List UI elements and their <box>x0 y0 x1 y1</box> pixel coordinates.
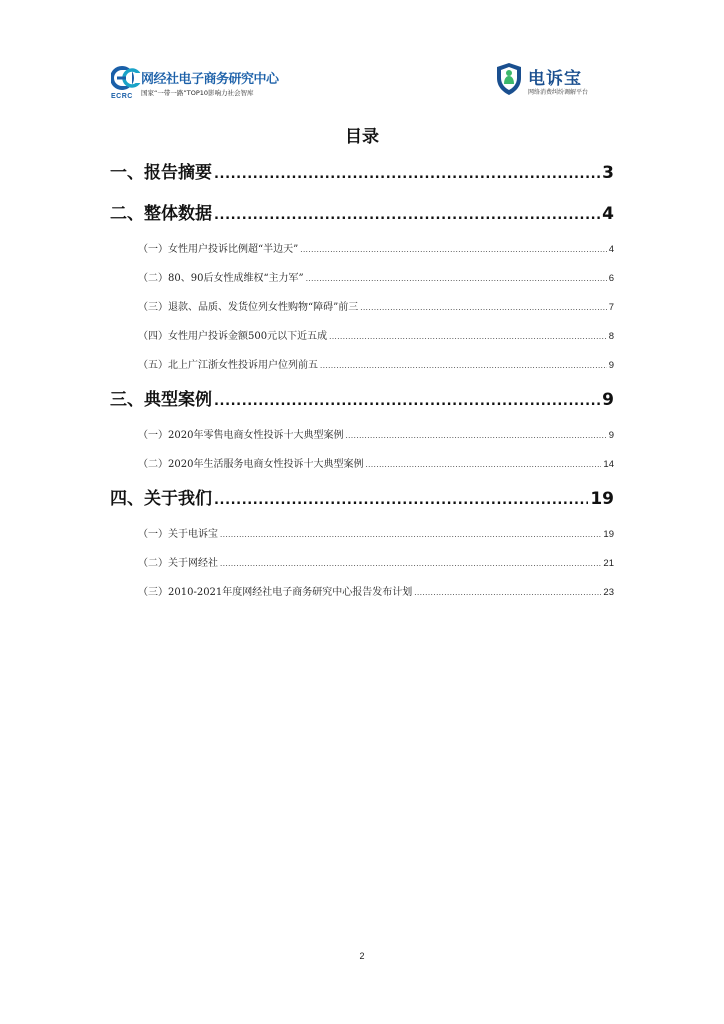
toc-entry-page: 7 <box>608 302 614 313</box>
toc-entry[interactable] <box>110 385 614 412</box>
page-header <box>0 0 724 110</box>
dot-leader <box>414 589 601 597</box>
toc-subentry[interactable] <box>110 298 614 322</box>
dot-leader <box>214 493 588 508</box>
org-subtitle: 国家“一带一路”TOP10影响力社会智库 <box>141 89 254 97</box>
shield-icon <box>495 62 523 96</box>
dot-leader <box>320 362 607 370</box>
toc-entry-page: 4 <box>608 244 614 255</box>
dianshubao-logo <box>495 62 615 102</box>
toc-entry-page: 14 <box>603 459 614 470</box>
brand-name: 电诉宝 <box>528 69 582 89</box>
toc-entry-page: 6 <box>608 273 614 284</box>
toc-entry-page: 4 <box>602 204 614 224</box>
dot-leader <box>345 432 606 440</box>
toc-entry-label: （一）2020年零售电商女性投诉十大典型案例 <box>138 430 344 441</box>
toc-entry-label: （二）80、90后女性成维权“主力军” <box>138 273 304 284</box>
toc-entry-label: （一）关于电诉宝 <box>138 529 218 540</box>
toc-subentry[interactable] <box>110 356 614 380</box>
toc-subentry[interactable] <box>110 455 614 479</box>
dot-leader <box>365 461 601 469</box>
dot-leader <box>214 208 600 223</box>
ecrc-mark-text: ECRC <box>111 93 133 100</box>
dot-leader <box>329 333 607 341</box>
org-name: 网经社电子商务研究中心 <box>141 72 279 87</box>
toc-subentry[interactable] <box>110 525 614 549</box>
toc-entry-label: （二）2020年生活服务电商女性投诉十大典型案例 <box>138 459 364 470</box>
dot-leader <box>300 246 606 254</box>
toc-entry-page: 19 <box>590 489 614 509</box>
dot-leader <box>220 560 601 568</box>
toc-entry-label: （五）北上广江浙女性投诉用户位列前五 <box>138 360 318 371</box>
toc-entry-page: 23 <box>603 587 614 598</box>
toc-entry-label: 四、关于我们 <box>110 489 212 509</box>
dot-leader <box>214 394 600 409</box>
toc-entry-page: 9 <box>602 390 614 410</box>
ec-logo-icon <box>111 64 143 94</box>
toc-subentry[interactable] <box>110 554 614 578</box>
toc-entry-label: （一）女性用户投诉比例超“半边天” <box>138 244 299 255</box>
toc-entry[interactable] <box>110 158 614 185</box>
toc-entry[interactable] <box>110 484 614 511</box>
ecrc-logo <box>111 64 279 104</box>
toc-entry-label: （三）退款、品质、发货位列女性购物“障碍”前三 <box>138 302 359 313</box>
toc-entry-page: 3 <box>602 163 614 183</box>
brand-subtitle: 网络消费纠纷调解平台 <box>528 89 589 96</box>
toc-subentry[interactable] <box>110 327 614 351</box>
toc-entry-label: （二）关于网经社 <box>138 558 218 569</box>
toc-title: 目录 <box>345 127 379 147</box>
toc-entry-label: （三）2010-2021年度网经社电子商务研究中心报告发布计划 <box>138 587 413 598</box>
page-number: 2 <box>359 951 365 961</box>
dot-leader <box>306 275 607 283</box>
toc-entry-label: 二、整体数据 <box>110 204 212 224</box>
toc-subentry[interactable] <box>110 240 614 264</box>
toc-entry-page: 21 <box>603 558 614 569</box>
toc-entry-page: 8 <box>608 331 614 342</box>
table-of-contents <box>110 158 614 612</box>
toc-subentry[interactable] <box>110 426 614 450</box>
toc-entry[interactable] <box>110 199 614 226</box>
toc-entry-label: 一、报告摘要 <box>110 163 212 183</box>
dot-leader <box>220 531 601 539</box>
toc-subentry[interactable] <box>110 269 614 293</box>
toc-entry-page: 19 <box>603 529 614 540</box>
toc-entry-page: 9 <box>608 360 614 371</box>
dot-leader <box>214 167 600 182</box>
toc-entry-page: 9 <box>608 430 614 441</box>
dot-leader <box>360 304 606 312</box>
toc-entry-label: （四）女性用户投诉金额500元以下近五成 <box>138 331 328 342</box>
toc-entry-label: 三、典型案例 <box>110 390 212 410</box>
toc-subentry[interactable] <box>110 583 614 607</box>
